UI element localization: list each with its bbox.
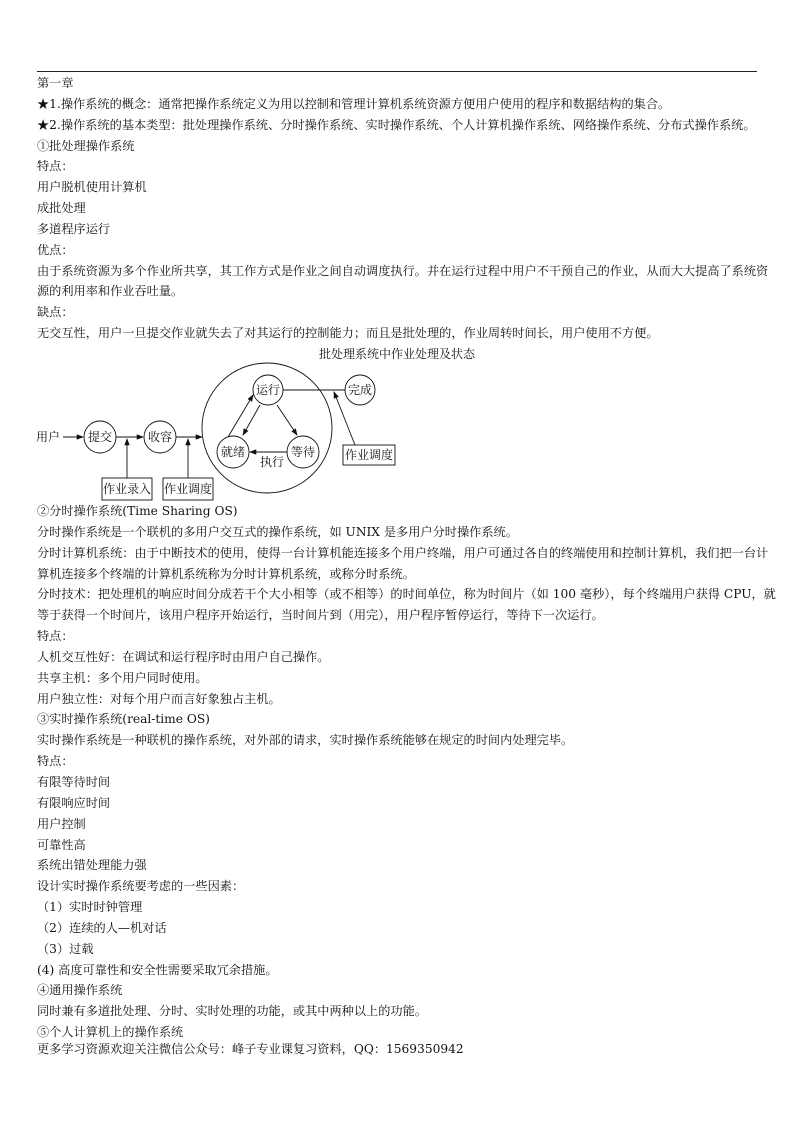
node-done: 完成 xyxy=(347,383,373,397)
text-line: 用户脱机使用计算机 xyxy=(37,180,147,195)
section-timesharing-realtime xyxy=(37,501,776,1060)
text-line: ③实时操作系统(real-time OS) xyxy=(37,712,210,727)
box-job-scheduling-2: 作业调度 xyxy=(344,448,394,462)
text-line: 分时技术：把处理机的响应时间分成若干个大小相等（或不相等）的时间单位，称为时间片（如 100 毫秒），每个终端用户获得 CPU，就 xyxy=(37,587,776,602)
footer-note: 更多学习资源欢迎关注微信公众号：峰子专业课复习资料，QQ：1569350942 xyxy=(37,1041,464,1056)
text-line: 用户独立性：对每个用户而言好象独占主机。 xyxy=(37,691,281,706)
text-line: 同时兼有多道批处理、分时、实时处理的功能，或其中两种以上的功能。 xyxy=(37,1004,427,1019)
node-wait: 等待 xyxy=(290,445,316,459)
text-line: 无交互性，用户一旦提交作业就失去了对其运行的控制能力；而且是批处理的，作业周转时间长，用户使用不方便。 xyxy=(37,326,659,341)
text-line: ⑤个人计算机上的操作系统 xyxy=(37,1025,184,1040)
text-line: 人机交互性好：在调试和运行程序时由用户自己操作。 xyxy=(37,649,330,664)
node-accept: 收容 xyxy=(147,430,173,444)
text-line: ②分时操作系统(Time Sharing OS) xyxy=(37,504,238,518)
text-line: 缺点： xyxy=(37,305,74,320)
text-line: ①批处理操作系统 xyxy=(37,138,135,153)
text-line: 由于系统资源为多个作业所共享，其工作方式是作业之间自动调度执行。并在运行过程中用户不干预自己的作业，从而大大提高了系统资 xyxy=(37,263,769,278)
text-line: 源的利用率和作业吞吐量。 xyxy=(37,284,184,299)
text-line: ★1.操作系统的概念：通常把操作系统定义为用以控制和管理计算机系统资源方便用户使用的程序和数据结构的集合。 xyxy=(37,96,671,111)
text-line: 有限等待时间 xyxy=(37,774,111,789)
text-line: 多道程序运行 xyxy=(37,221,111,236)
text-line: 可靠性高 xyxy=(37,837,86,852)
node-ready: 就绪 xyxy=(220,445,246,459)
box-job-entry: 作业录入 xyxy=(102,482,152,496)
text-line: 成批处理 xyxy=(37,201,86,216)
node-user: 用户 xyxy=(35,430,61,444)
text-line: (4) 高度可靠性和安全性需要采取冗余措施。 xyxy=(37,962,278,977)
text-line: ④通用操作系统 xyxy=(37,983,123,998)
text-line: 特点： xyxy=(37,629,74,644)
header-rule xyxy=(37,71,757,72)
text-line: 设计实时操作系统要考虑的一些因素： xyxy=(37,879,245,894)
text-line: （1）实时时钟管理 xyxy=(37,900,143,915)
text-line: （2）连续的人—机对话 xyxy=(37,920,167,935)
text-line: 分时操作系统是一个联机的多用户交互式的操作系统，如 UNIX 是多用户分时操作系统。 xyxy=(37,524,518,539)
text-line: 算机连接多个终端的计算机系统称为分时计算机系统，或称分时系统。 xyxy=(37,566,415,581)
box-job-scheduling: 作业调度 xyxy=(163,482,213,496)
node-run: 运行 xyxy=(255,383,281,397)
diagram-title: 批处理系统中作业处理及状态 xyxy=(318,347,476,361)
text-line: （3）过载 xyxy=(37,941,94,956)
batch-processing-diagram xyxy=(0,340,793,505)
text-line: 特点： xyxy=(37,754,74,769)
text-line: 实时操作系统是一种联机的操作系统，对外部的请求，实时操作系统能够在规定的时间内处理完毕。 xyxy=(37,733,574,748)
text-line: 第一章 xyxy=(37,76,74,90)
text-line: 等于获得一个时间片，该用户程序开始运行，当时间片到（用完），用户程序暂停运行，等待下一次运行。 xyxy=(37,608,604,623)
label-exec: 执行 xyxy=(259,455,285,469)
text-line: 有限响应时间 xyxy=(37,795,111,810)
text-line: 系统出错处理能力强 xyxy=(37,858,147,873)
text-line: 优点： xyxy=(37,242,74,257)
text-line: ★2.操作系统的基本类型：批处理操作系统、分时操作系统、实时操作系统、个人计算机操作系统、网络操作系统、分布式操作系统。 xyxy=(37,117,756,132)
text-line: 特点： xyxy=(37,159,74,174)
text-line: 用户控制 xyxy=(37,816,86,831)
node-submit: 提交 xyxy=(87,430,113,444)
text-line: 共享主机：多个用户同时使用。 xyxy=(37,670,208,685)
text-line: 分时计算机系统：由于中断技术的使用，使得一台计算机能连接多个用户终端，用户可通过各自的终端使用和控制计算机，我们把一台计 xyxy=(37,545,769,560)
section-batch-os xyxy=(37,73,769,344)
